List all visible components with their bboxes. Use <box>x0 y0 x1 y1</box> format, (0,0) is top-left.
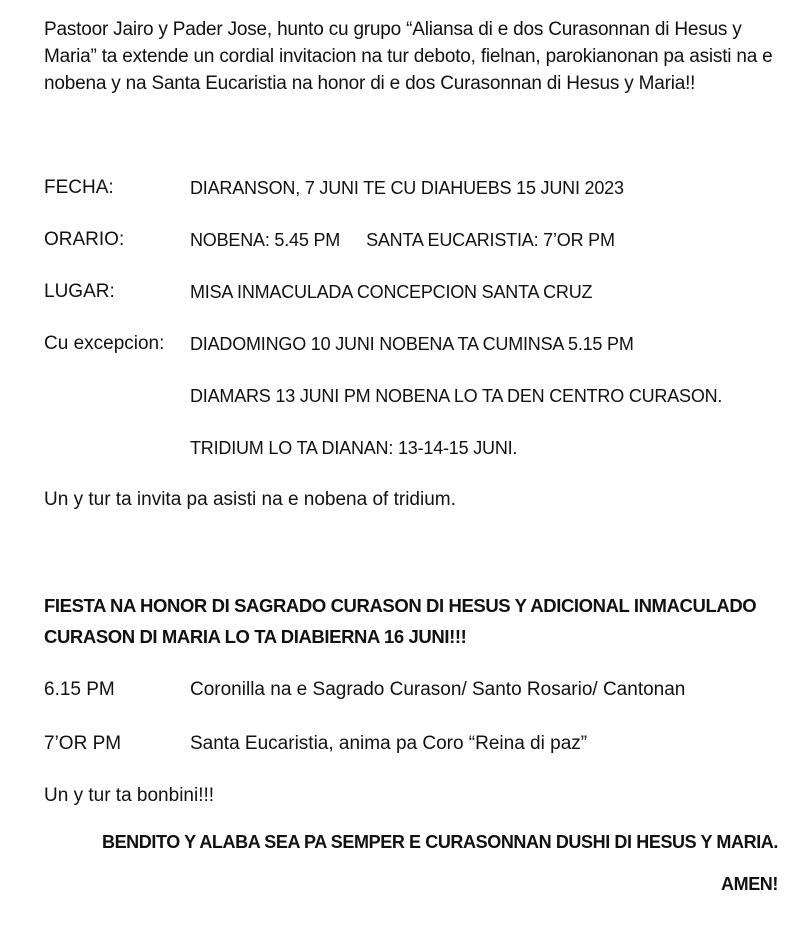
amen-line: AMEN! <box>721 874 778 894</box>
orario-label: ORARIO: <box>44 229 125 250</box>
orario-nobena: NOBENA: 5.45 PM <box>190 230 341 250</box>
fecha-value: DIARANSON, 7 JUNI TE CU DIAHUEBS 15 JUNI 2023 <box>190 178 624 198</box>
schedule-event-1: Coronilla na e Sagrado Curason/ Santo Rosario/ Cantonan <box>190 679 686 700</box>
fiesta-heading: FIESTA NA HONOR DI SAGRADO CURASON DI HESUS Y ADICIONAL INMACULADO CURASON DI MARIA LO TA DIABIERNA 16 JUNI!!! <box>44 595 757 647</box>
invite-line: Un y tur ta invita pa asisti na e nobena of tridium. <box>44 489 456 510</box>
schedule-time-1: 6.15 PM <box>44 679 115 700</box>
lugar-value: MISA INMACULADA CONCEPCION SANTA CRUZ <box>190 282 593 302</box>
fecha-label: FECHA: <box>44 177 114 198</box>
excepcion-label: Cu excepcion: <box>44 333 165 354</box>
lugar-label: LUGAR: <box>44 281 115 302</box>
welcome-line: Un y tur ta bonbini!!! <box>44 785 215 806</box>
schedule-time-2: 7’OR PM <box>44 733 122 754</box>
orario-value <box>190 228 615 252</box>
excepcion-line-2: DIAMARS 13 JUNI PM NOBENA LO TA DEN CENTRO CURASON. <box>190 386 723 406</box>
blessing-line: BENDITO Y ALABA SEA PA SEMPER E CURASONNAN DUSHI DI HESUS Y MARIA. <box>101 832 778 852</box>
excepcion-line-3: TRIDIUM LO TA DIANAN: 13-14-15 JUNI. <box>190 438 518 458</box>
excepcion-line-1: DIADOMINGO 10 JUNI NOBENA TA CUMINSA 5.15 PM <box>190 334 634 354</box>
orario-eucaristia: SANTA EUCARISTIA: 7’OR PM <box>366 230 615 250</box>
schedule-event-2: Santa Eucaristia, anima pa Coro “Reina di paz” <box>190 733 588 754</box>
intro-paragraph: Pastoor Jairo y Pader Jose, hunto cu grupo “Aliansa di e dos Curasonnan di Hesus y Maria” ta extende un cordial invitacion na tur deboto, fielnan, parokianonan pa asisti na e nobena y na Santa Eucaristia na honor di e dos Curasonnan di Hesus y Maria!! <box>44 19 773 94</box>
